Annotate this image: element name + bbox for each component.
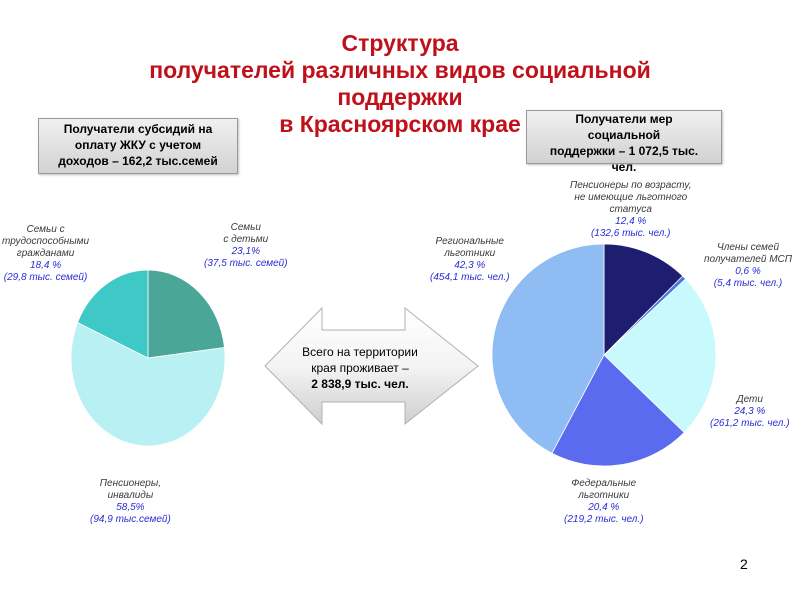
slice-value: (219,2 тыс. чел.) bbox=[564, 514, 644, 525]
slice-value: (132,6 тыс. чел.) bbox=[590, 228, 671, 239]
slice-name: Семьи bbox=[230, 222, 261, 233]
total-population-text bbox=[292, 344, 428, 392]
slice-label-regional-beneficiaries bbox=[430, 236, 510, 284]
page-number: 2 bbox=[740, 556, 748, 572]
slice-name: Пенсионеры, bbox=[99, 478, 161, 489]
slice-name: Семьи с bbox=[26, 224, 65, 235]
slice-percent: 23,1% bbox=[231, 246, 260, 257]
arrow-text-line: 2 838,9 тыс. чел. bbox=[311, 377, 409, 391]
slice-name: статуса bbox=[609, 204, 652, 215]
arrow-text-line: Всего на территории bbox=[302, 345, 418, 359]
slice-name: не имеющие льготного bbox=[574, 192, 688, 203]
slice-label-family-members bbox=[704, 242, 792, 290]
left-pie-chart bbox=[71, 270, 225, 446]
title-line: получателей различных видов социальной bbox=[149, 57, 651, 83]
slice-name: инвалиды bbox=[107, 490, 154, 501]
slice-label-pensioners-by-age bbox=[570, 180, 691, 240]
slice-name: Пенсионеры по возрасту, bbox=[570, 180, 692, 191]
box-line: оплату ЖКУ с учетом bbox=[74, 138, 202, 152]
slice-name: Региональные bbox=[435, 236, 504, 247]
slice-percent: 20,4 % bbox=[588, 502, 620, 513]
box-line: чел. bbox=[611, 160, 637, 174]
slice-name: с детьми bbox=[223, 234, 269, 245]
slice-name: трудоспособными bbox=[2, 236, 90, 247]
slice-value: (29,8 тыс. семей) bbox=[3, 272, 88, 283]
slice-value: (5,4 тыс. чел.) bbox=[713, 278, 783, 289]
title-line: в Красноярском крае bbox=[279, 111, 521, 137]
title-line: Структура bbox=[341, 30, 459, 56]
box-line: социальной bbox=[587, 128, 661, 142]
slice-name: гражданами bbox=[16, 248, 75, 259]
slice-label-federal-beneficiaries bbox=[564, 478, 644, 526]
arrow-text-line: края проживает – bbox=[311, 361, 409, 375]
slice-value: (37,5 тыс. семей) bbox=[204, 258, 288, 269]
slice-name: Дети bbox=[736, 394, 763, 405]
slice-name: льготники bbox=[444, 248, 496, 259]
slice-name: льготники bbox=[578, 490, 630, 501]
slice-label-children bbox=[710, 394, 790, 430]
slice-name: Федеральные bbox=[571, 478, 637, 489]
box-line: доходов – 162,2 тыс.семей bbox=[58, 154, 218, 168]
slice-value: (454,1 тыс. чел.) bbox=[430, 272, 510, 283]
slice-value: (261,2 тыс. чел.) bbox=[710, 418, 790, 429]
pie-slice bbox=[148, 270, 224, 358]
box-line: Получатели субсидий на bbox=[63, 122, 213, 136]
slice-name: получателей МСП bbox=[704, 254, 793, 265]
box-line: поддержки – 1 072,5 тыс. bbox=[549, 144, 699, 158]
title-line: поддержки bbox=[337, 84, 463, 110]
slice-percent: 58,5% bbox=[116, 502, 145, 513]
slice-percent: 24,3 % bbox=[734, 406, 766, 417]
slice-percent: 0,6 % bbox=[735, 266, 761, 277]
slice-percent: 18,4 % bbox=[29, 260, 62, 271]
slice-label-families-working-age bbox=[2, 224, 89, 284]
slice-percent: 42,3 % bbox=[454, 260, 486, 271]
right-pie-chart bbox=[492, 244, 716, 466]
box-line: Получатели мер bbox=[575, 112, 673, 126]
slice-label-families-with-children bbox=[204, 222, 288, 270]
slice-label-pensioners-disabled bbox=[90, 478, 171, 526]
slice-name: Члены семей bbox=[717, 242, 780, 253]
slice-value: (94,9 тыс.семей) bbox=[90, 514, 171, 525]
slice-percent: 12,4 % bbox=[615, 216, 647, 227]
